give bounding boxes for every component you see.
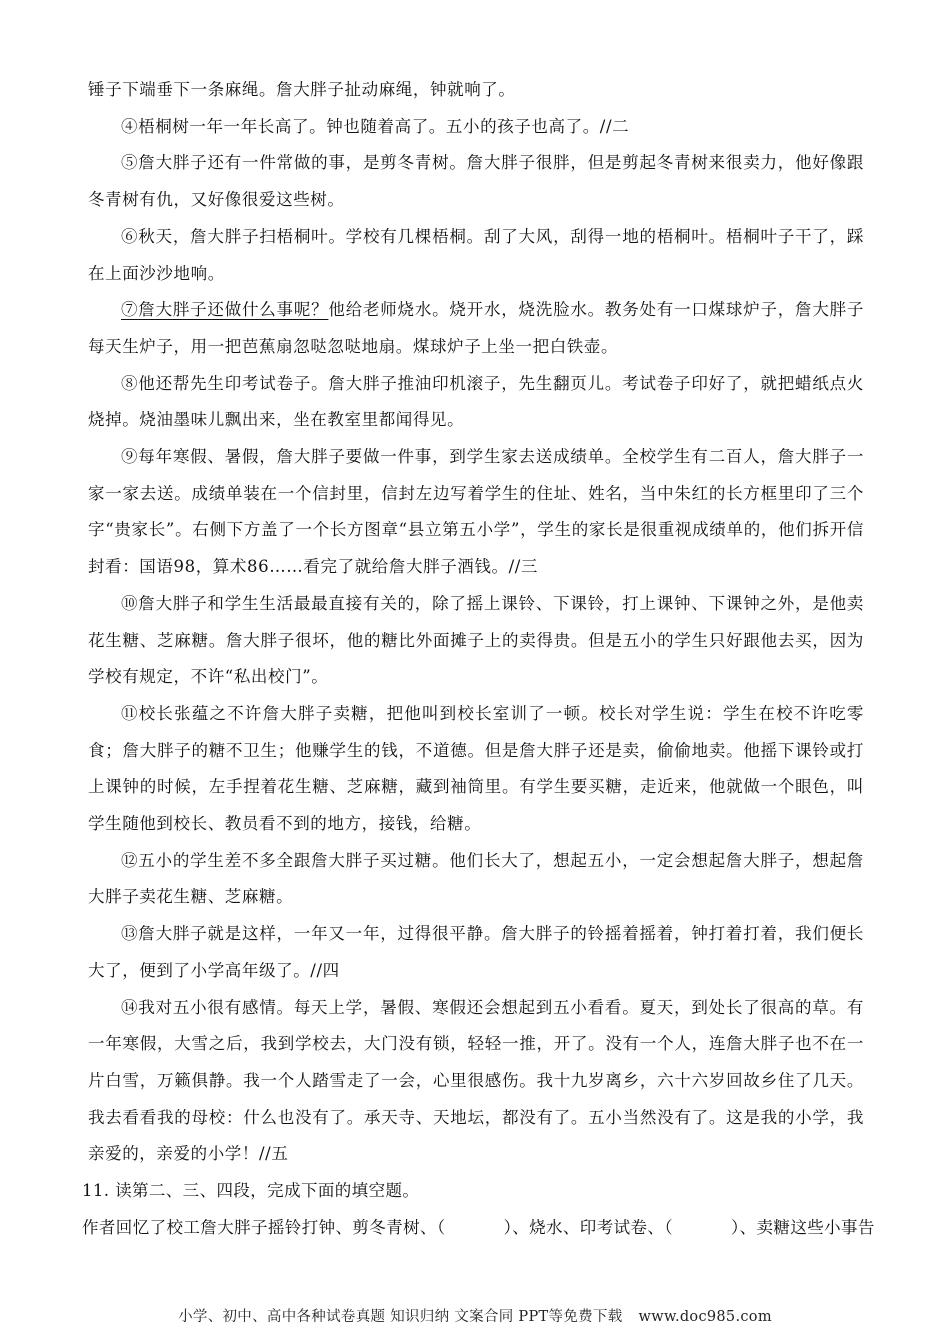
paragraph-continuation: 锤子下端垂下一条麻绳。詹大胖子扯动麻绳，钟就响了。 (88, 80, 516, 99)
paragraph-11: ⑪校长张蕴之不许詹大胖子卖糖，把他叫到校长室训了一顿。校长对学生说：学生在校不许吃零食；詹大胖子的糖不卫生；他赚学生的钱，不道德。但是詹大胖子还是卖，偷偷地卖。他摇下课铃或打上课钟的时候，左手捏着花生糖、芝麻糖，藏到袖筒里。有学生要买糖，走近来，他就做一个眼色，叫学生随他到校长、教员看不到的地方，接钱，给糖。 (88, 703, 864, 834)
paragraph-4: ④梧桐树一年一年长高了。钟也随着高了。五小的孩子也高了。//二 (121, 116, 630, 136)
paragraph-7 (88, 292, 864, 365)
paragraph-7-underlined-question: ⑦詹大胖子还做什么事呢？ (121, 300, 329, 320)
paragraph-10: ⑩詹大胖子和学生生活最最直接有关的，除了摇上课铃、下课铃，打上课钟、下课钟之外，是他卖花生糖、芝麻糖。詹大胖子很坏，他的糖比外面摊子上的卖得贵。但是五小的学生只好跟他去买，因为学校有规定，不许“私出校门”。 (88, 593, 864, 687)
question-body-part1: 作者回忆了校工詹大胖子摇铃打钟、剪冬青树、（ (82, 1217, 446, 1237)
paragraph-14: ⑭我对五小很有感情。每天上学，暑假、寒假还会想起到五小看看。夏天，到处长了很高的草。有一年寒假，大雪之后，我到学校去，大门没有锁，轻轻一推，开了。没有一个人，连詹大胖子也不在一片白雪，万籁俱静。我一个人踏雪走了一会，心里很感伤。我十九岁离乡，六十六岁回故乡住了几天。我去看看我的母校：什么也没有了。承天寺、天地坛，都没有了。五小当然没有了。这是我的小学，我亲爱的，亲爱的小学！//五 (88, 997, 864, 1164)
footer-text: 小学、初中、高中各种试卷真题 知识归纳 文案合同 PPT等免费下载 (178, 1309, 623, 1325)
passage-content (82, 72, 875, 1247)
question-body-part2: ）、烧水、印考试卷、（ (503, 1217, 673, 1237)
question-body-part3: ）、卖糖这些小事告 (730, 1217, 875, 1237)
page-footer (0, 1305, 950, 1326)
paragraph-7-rest: 他给老师烧水。烧开水，烧洗脸水。教务处有一口煤球炉子，詹大胖子每天生炉子，用一把芭蕉扇忽哒忽哒地扇。煤球炉子上坐一把白铁壶。 (88, 300, 864, 356)
paragraph-12: ⑫五小的学生差不多全跟詹大胖子买过糖。他们长大了，想起五小，一定会想起詹大胖子，想起詹大胖子卖花生糖、芝麻糖。 (88, 850, 864, 907)
question-11-body (82, 1210, 875, 1247)
footer-site-link[interactable]: www.doc985.com (638, 1309, 772, 1325)
paragraph-6: ⑥秋天，詹大胖子扫梧桐叶。学校有几棵梧桐。刮了大风，刮得一地的梧桐叶。梧桐叶子干了，踩在上面沙沙地响。 (88, 226, 864, 283)
paragraph-8: ⑧他还帮先生印考试卷子。詹大胖子推油印机滚子，先生翻页儿。考试卷子印好了，就把蜡纸点火烧掉。烧油墨味儿飘出来，坐在教室里都闻得见。 (88, 373, 864, 430)
paragraph-9: ⑨每年寒假、暑假，詹大胖子要做一件事，到学生家去送成绩单。全校学生有二百人，詹大胖子一家一家去送。成绩单装在一个信封里，信封左边写着学生的住址、姓名，当中朱红的长方框里印了三个字“贵家长”。右侧下方盖了一个长方图章“县立第五小学”，学生的家长是很重视成绩单的，他们拆开信封看：国语98，算术86……看完了就给詹大胖子酒钱。//三 (88, 447, 864, 577)
question-11-title: 11. 读第二、三、四段，完成下面的填空题。 (82, 1181, 420, 1201)
paragraph-13: ⑬詹大胖子就是这样，一年又一年，过得很平静。詹大胖子的铃摇着摇着，钟打着打着，我们便长大了，便到了小学高年级了。//四 (88, 924, 864, 980)
paragraph-5: ⑤詹大胖子还有一件常做的事，是剪冬青树。詹大胖子很胖，但是剪起冬青树来很卖力，他好像跟冬青树有仇，又好像很爱这些树。 (88, 153, 864, 210)
